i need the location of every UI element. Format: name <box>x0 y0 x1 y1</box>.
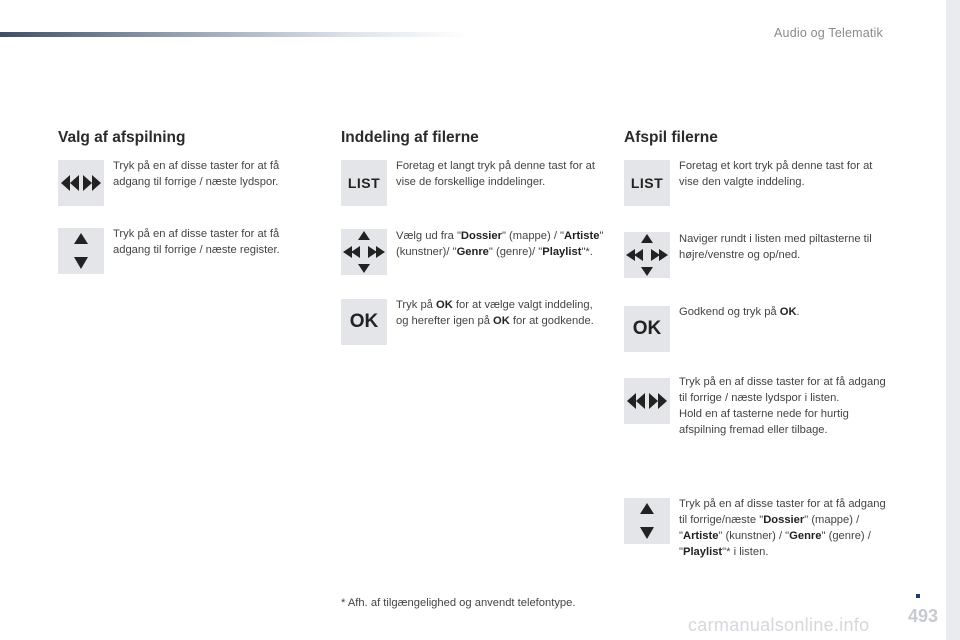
description-ok-confirm: Tryk på OK for at vælge valgt inddeling, og herefter igen på OK for at godkende. <box>396 299 594 327</box>
up-down-button <box>58 228 104 274</box>
description-prev-next-track-list: Tryk på en af disse taster for at få adgang til forrige / næste lydspor i listen. Hold en af tasterne nede for hurtig afspilning fremad eller tilbage. <box>679 376 886 436</box>
ok-button-label: OK <box>632 318 662 339</box>
prev-next-button <box>624 378 670 424</box>
four-way-button <box>341 229 387 275</box>
description-short-press-list: Foretag et kort tryk på denne tast for at vise den valgte inddeling. <box>679 160 873 188</box>
up-down-arrows-icon <box>638 501 656 541</box>
list-button-label: LIST <box>347 175 381 191</box>
up-down-button <box>624 498 670 544</box>
description-long-press-list: Foretag et langt tryk på denne tast for at vise de forskellige inddelinger. <box>396 160 596 188</box>
section-title-file-classification: Inddeling af filerne <box>341 129 479 146</box>
list-button-label: LIST <box>630 175 664 191</box>
watermark: carmanualsonline.info <box>688 615 870 635</box>
page-marker <box>916 594 920 598</box>
description-prev-next-track: Tryk på en af disse taster for at få adgang til forrige / næste lydspor. <box>113 160 280 188</box>
prev-next-button <box>58 160 104 206</box>
section-title-playback-selection: Valg af afspilning <box>58 129 186 146</box>
four-way-button <box>624 232 670 278</box>
four-way-arrows-icon <box>625 233 669 277</box>
description-navigate-list: Naviger rundt i listen med piltasterne til højre/venstre og op/ned. <box>679 233 872 261</box>
description-confirm-ok: Godkend og tryk på OK. <box>679 306 800 318</box>
ok-button <box>341 299 387 345</box>
page-number: 493 <box>908 606 939 626</box>
description-select-from: Vælg ud fra "Dossier" (mappe) / "Artiste" (kunstner)/ "Genre" (genre)/ "Playlist"*. <box>396 230 604 258</box>
ok-button-label: OK <box>349 311 379 332</box>
description-prev-next-register: Tryk på en af disse taster for at få adgang til forrige / næste register. <box>113 228 280 256</box>
ok-button <box>624 306 670 352</box>
prev-next-arrows-icon <box>60 174 102 192</box>
header-bar <box>0 32 470 37</box>
section-title-play-files: Afspil filerne <box>624 129 718 146</box>
prev-next-arrows-icon <box>626 392 668 410</box>
four-way-arrows-icon <box>342 230 386 274</box>
list-button <box>624 160 670 206</box>
footnote: * Afh. af tilgængelighed og anvendt telefontype. <box>341 597 576 609</box>
list-button <box>341 160 387 206</box>
description-prev-next-folder: Tryk på en af disse taster for at få adgang til forrige/næste "Dossier" (mappe) / "Artiste" (kunstner) / "Genre" (genre) / "Playlist"* i listen. <box>679 498 886 558</box>
page-edge-strip <box>946 0 960 640</box>
up-down-arrows-icon <box>72 231 90 271</box>
chapter-title: Audio og Telematik <box>774 26 883 40</box>
